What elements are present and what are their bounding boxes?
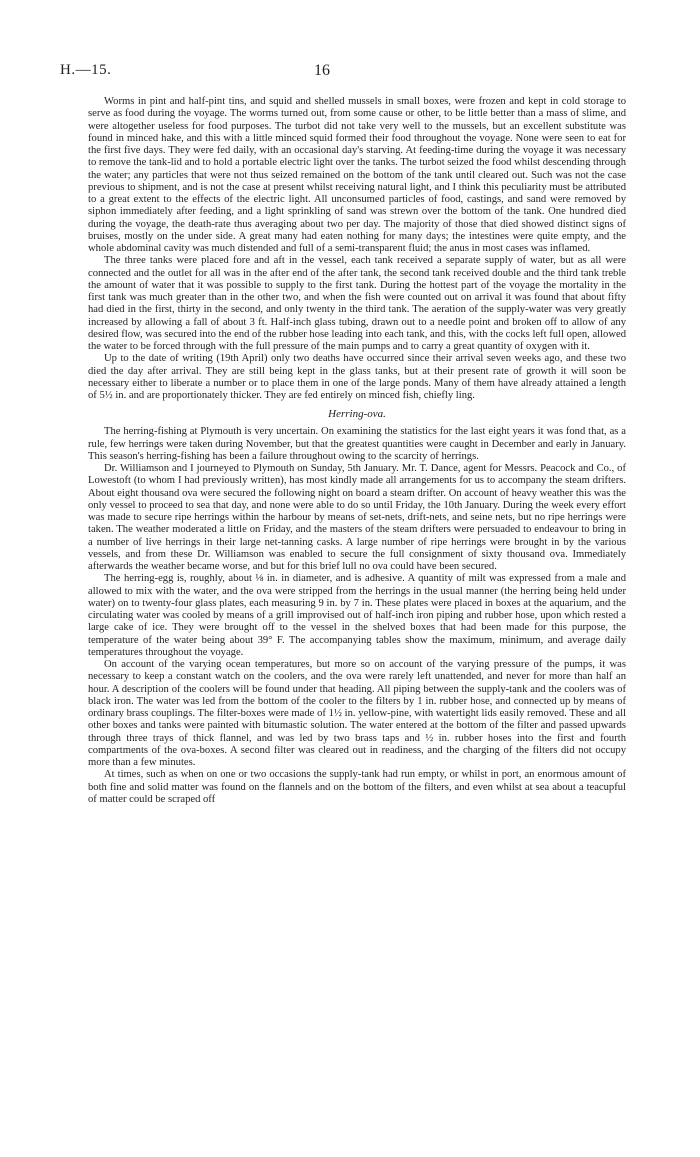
report-reference: H.—15. <box>60 62 112 78</box>
paragraph-herring-fishing: The herring-fishing at Plymouth is very uncertain. On examining the statistics for the last eight years it was fond that, as a rule, few herrings were taken during November, but that the greatest quantities were caught in December and early in January. This season's herring-fishing has been a failure throughout owing to the scarcity of herrings. <box>88 426 626 462</box>
paragraph-tanks: The three tanks were placed fore and aft in the vessel, each tank received a separate supply of water, but as all were connected and the outlet for all was in the after end of the after tank, the second tank received double and the third tank treble the amount of water that it was possible to supply to the first tank. During the hottest part of the voyage the mortality in the first tank was much greater than in the other two, and when the fish were counted out on arrival it was found that about fifty had died in the first, thirty in the second, and only twenty in the third tank. The aeration of the supply-water was very greatly increased by allowing a fall of about 3 ft. Half-inch glass tubing, drawn out to a needle point and broken off to allow of any desired flow, was secured into the end of the rubber hose leading into each tank, and this, with the cocks left full open, allowed the water to be forced through with the full pressure of the main pumps and to carry a great quantity of oxygen with it. <box>88 255 626 352</box>
paragraph-food: Worms in pint and half-pint tins, and squid and shelled mussels in small boxes, were frozen and kept in cold storage to serve as food during the voyage. The worms turned out, from some cause or other, to be little better than a mass of slime, and were altogether useless for food purposes. The turbot did not take very well to the mussels, but an excellent substitute was found in minced hake, and this with a little minced squid formed their food throughout the voyage. None were seen to eat for the first five days. They were fed daily, with an occasional day's starving. At feeding-time during the voyage it was necessary to remove the tank-lid and to hold a portable electric light over the tanks. The turbot seized the food whilst descending through the water; any particles that were not thus seized remained on the bottom of the tank until cleared out. Such was not the case previous to shipment, and is not the case at present whilst receiving natural light, and I think this peculiarity must be attributed to a great extent to the effects of the electric light. All unconsumed particles of food, castings, and sand were removed by siphon immediately after feeding, and a light sprinkling of sand was strewn over the bottom of the tank. One hundred died during the voyage, the death-rate thus averaging about two per day. The majority of those that died showed distinct signs of bruises, mostly on the under side. A great many had eaten nothing for many days; the intestines were quite empty, and the whole abdominal cavity was much distended and full of a semi-transparent fluid; the anus in most cases was inflamed. <box>88 96 626 254</box>
paragraph-arrival: Up to the date of writing (19th April) only two deaths have occurred since their arrival seven weeks ago, and these two died the day after arrival. They are still being kept in the glass tanks, but at their present rate of growth it will soon be necessary either to liberate a number or to place them in one of the large ponds. Many of them have already attained a length of 5½ in. and are proportionately thicker. They are fed entirely on minced fish, chiefly ling. <box>88 353 626 401</box>
body-text <box>88 96 626 806</box>
page-number: 16 <box>314 62 330 79</box>
paragraph-herring-egg: The herring-egg is, roughly, about ⅛ in. in diameter, and is adhesive. A quantity of milt was expressed from a male and allowed to mix with the water, and the ova were stripped from the herrings in the usual manner (the herring being held under water) on to twenty-four glass plates, each measuring 9 in. by 7 in. These plates were placed in boxes at the aquarium, and the circulating water was cooled by means of a grill improvised out of half-inch iron piping and rubber hose, upon which rested a large cake of ice. They were brought off to the vessel in the shelved boxes that had been made for this purpose, the temperature of the water being about 39° F. The accompanying tables show the maximum, minimum, and average daily temperatures throughout the voyage. <box>88 573 626 658</box>
paragraph-coolers: On account of the varying ocean temperatures, but more so on account of the varying pressure of the pumps, it was necessary to keep a constant watch on the coolers, and the ova were rarely left unattended, and never for more than half an hour. A description of the coolers will be found under that heading. All piping between the supply-tank and the coolers was of black iron. The water was led from the bottom of the cooler to the filters by 1 in. rubber hose, and connected up by means of ordinary brass couplings. The filter-boxes were made of 1½ in. yellow-pine, with watertight lids easily removed. These and all other boxes and tanks were painted with bitumastic solution. The water entered at the bottom of the filter and passed upwards through three trays of thick flannel, and was led by two brass taps and ½ in. rubber hoses into the first and fourth compartments of the ova-boxes. A second filter was cleared out in readiness, and the charging of the filters did not occupy more than a few minutes. <box>88 659 626 768</box>
section-heading-herring-ova: Herring-ova. <box>328 408 386 421</box>
paragraph-filters: At times, such as when on one or two occasions the supply-tank had run empty, or whilst in port, an enormous amount of both fine and solid matter was found on the flannels and on the bottom of the filters, and even whilst at sea about a teacupful of matter could be scraped off <box>88 769 626 805</box>
paragraph-plymouth-journey: Dr. Williamson and I journeyed to Plymouth on Sunday, 5th January. Mr. T. Dance, agent for Messrs. Peacock and Co., of Lowestoft (to whom I had previously written), has most kindly made all arrangements for us to accompany the steam drifters. About eight thousand ova were secured the following night on board a steam drifter. On account of heavy weather this was the only vessel to proceed to sea that day, and none were able to do so until Friday, the 10th January. During the week every effort was made to secure ripe herrings within the harbour by means of set-nets, drift-nets, and seine nets, but no ripe herrings were taken. The weather moderated a little on Friday, and the masters of the steam drifters were persuaded to endeavour to bring in a number of live herrings in their large net-tanning casks. A large number of ripe herrings were brought in by the various vessels, and from these Dr. Williamson was enabled to secure the full consignment of sixty thousand ova. Immediately afterwards the weather became worse, and but for this brief lull no ova could have been secured. <box>88 463 626 572</box>
page-header <box>60 62 630 82</box>
